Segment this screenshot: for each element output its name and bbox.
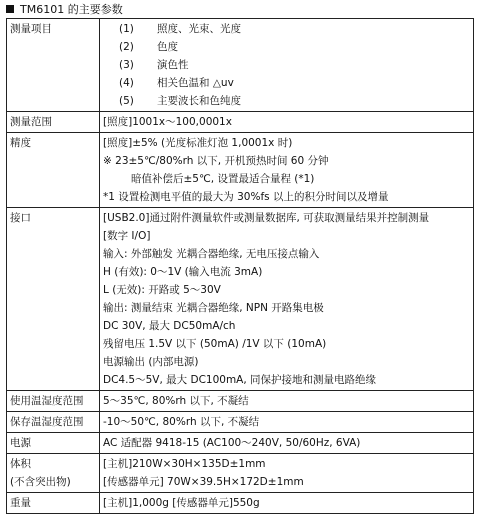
row-label-storage-env: 保存温湿度范围 (7, 412, 100, 433)
table-row (7, 19, 474, 112)
row-value-measure-items (100, 19, 474, 112)
list-item: DC 30V, 最大 DC50mA/ch (103, 320, 236, 332)
list-item: [主机]210W×30H×135D±1mm (103, 458, 266, 470)
row-value-power: AC 适配器 9418-15 (AC100～240V, 50/60Hz, 6VA) (100, 433, 474, 454)
row-label-operating-env: 使用温湿度范围 (7, 391, 100, 412)
row-value-accuracy (100, 133, 474, 208)
heading-text: TM6101 的主要参数 (20, 3, 123, 16)
list-item: *1 设置检测电平值的最大为 30%fs 以上的积分时间以及增量 (103, 191, 389, 203)
row-value-interface (100, 208, 474, 391)
list-item: L (无效): 开路或 5～30V (103, 284, 221, 296)
row-value-operating-env: 5～35℃, 80%rh 以下, 不凝结 (100, 391, 474, 412)
table-row (7, 433, 474, 454)
list-item: 残留电压 1.5V 以下 (50mA) /1V 以下 (10mA) (103, 338, 327, 350)
list-item: 输出: 测量结束 光耦合器绝缘, NPN 开路集电极 (103, 302, 324, 314)
row-label-weight: 重量 (7, 493, 100, 514)
row-label-accuracy: 精度 (7, 133, 100, 208)
row-label-range: 测量范围 (7, 112, 100, 133)
list-item: (2) 色度 (119, 41, 178, 53)
row-value-range: [照度]1001x～100,0001x (100, 112, 474, 133)
table-row (7, 391, 474, 412)
document-heading (6, 2, 123, 16)
list-item: 输入: 外部触发 光耦合器绝缘, 无电压接点输入 (103, 248, 320, 260)
row-value-storage-env: -10～50℃, 80%rh 以下, 不凝结 (100, 412, 474, 433)
list-item: 暗值补偿后±5℃, 设置最适合量程 (*1) (131, 173, 315, 185)
list-item: (5) 主要波长和色纯度 (119, 95, 241, 107)
list-item: [传感器单元] 70W×39.5H×172D±1mm (103, 476, 304, 488)
row-label-measure-items: 测量项目 (7, 19, 100, 112)
table-row (7, 493, 474, 514)
table-row (7, 454, 474, 493)
table-row (7, 208, 474, 391)
row-label-power: 电源 (7, 433, 100, 454)
table-row (7, 412, 474, 433)
table-row (7, 133, 474, 208)
list-item: (4) 相关色温和 △uv (119, 77, 234, 89)
row-label-volume (7, 454, 100, 493)
row-value-volume (100, 454, 474, 493)
list-item: [数字 I/O] (103, 230, 151, 242)
volume-label-sub: (不含突出物) (10, 476, 71, 488)
row-value-weight: [主机]1,000g [传感器单元]550g (100, 493, 474, 514)
list-item: [USB2.0]通过附件测量软件或测量数据库, 可获取测量结果并控制测量 (103, 212, 430, 224)
list-item: DC4.5～5V, 最大 DC100mA, 同保护接地和测量电路绝缘 (103, 374, 377, 386)
spec-table (6, 18, 474, 514)
list-item: (1) 照度、光束、光度 (119, 23, 241, 35)
row-label-interface: 接口 (7, 208, 100, 391)
list-item: [照度]±5% (光度标准灯泡 1,0001x 时) (103, 137, 293, 149)
square-bullet-icon (6, 5, 14, 13)
list-item: 电源输出 (内部电源) (103, 356, 199, 368)
volume-label: 体积 (10, 458, 31, 470)
table-row (7, 112, 474, 133)
list-item: H (有效): 0～1V (输入电流 3mA) (103, 266, 263, 278)
list-item: ※ 23±5℃/80%rh 以下, 开机预热时间 60 分钟 (103, 155, 329, 167)
list-item: (3) 演色性 (119, 59, 189, 71)
